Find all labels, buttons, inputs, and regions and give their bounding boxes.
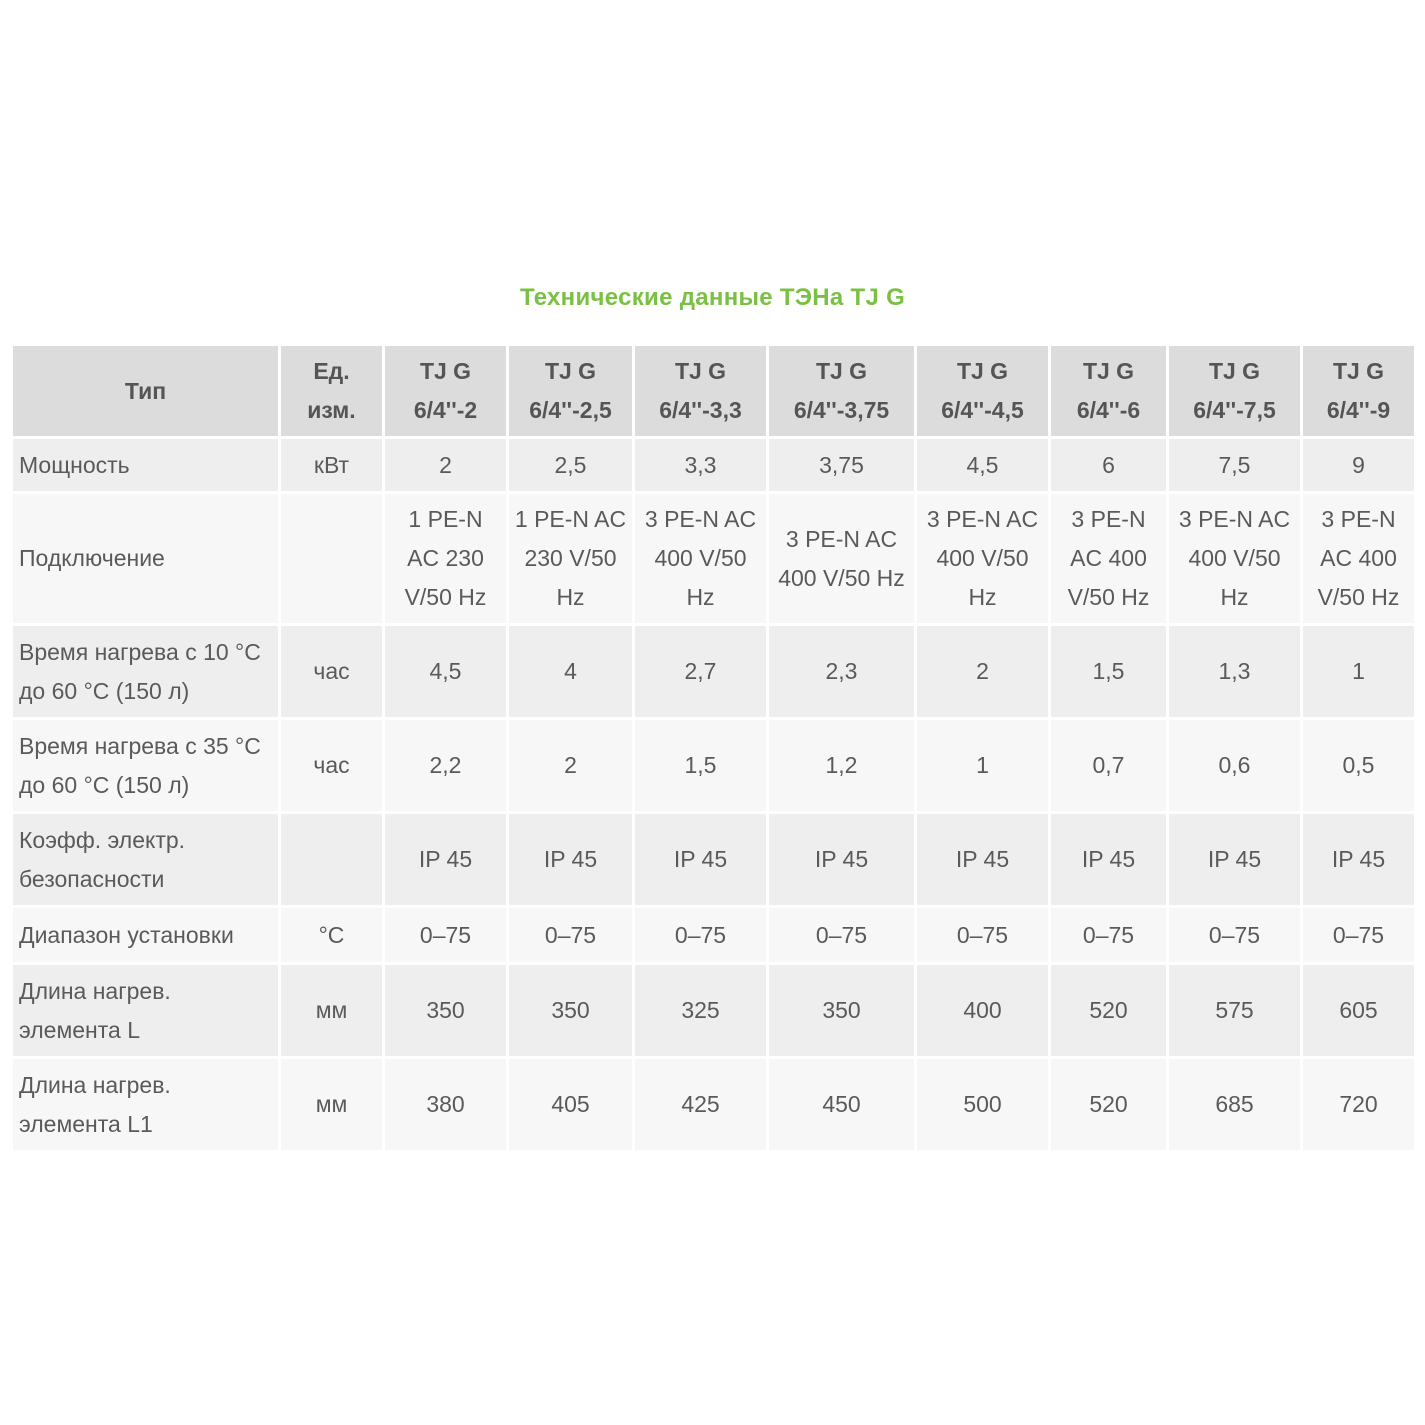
value-cell: 0–75 [508, 907, 634, 964]
table-row [12, 1058, 1416, 1152]
unit-cell: °С [280, 907, 384, 964]
value-cell: 4,5 [916, 438, 1050, 493]
value-cell: IP 45 [508, 813, 634, 907]
table-row [12, 438, 1416, 493]
value-cell: 0–75 [634, 907, 768, 964]
value-cell: IP 45 [384, 813, 508, 907]
value-cell: 380 [384, 1058, 508, 1152]
unit-cell [280, 493, 384, 625]
value-cell: 3 PE-N AC 400 V/50 Hz [1302, 493, 1416, 625]
value-cell: 1 PE-N AC 230 V/50 Hz [508, 493, 634, 625]
unit-cell: мм [280, 964, 384, 1058]
header-unit [280, 345, 384, 438]
param-label: Диапазон установки [12, 907, 280, 964]
header-type: Тип [12, 345, 280, 438]
table-row [12, 907, 1416, 964]
model-line2: 6/4''-2 [413, 397, 478, 423]
table-row [12, 625, 1416, 719]
value-cell: 3,3 [634, 438, 768, 493]
value-cell: 3,75 [768, 438, 916, 493]
model-line2: 6/4''-3,3 [659, 397, 742, 423]
unit-cell: час [280, 625, 384, 719]
header-model-4 [768, 345, 916, 438]
value-cell: 3 PE-N AC 400 V/50 Hz [1050, 493, 1168, 625]
value-cell: 0–75 [1050, 907, 1168, 964]
unit-cell: мм [280, 1058, 384, 1152]
value-cell: 450 [768, 1058, 916, 1152]
header-model-8 [1302, 345, 1416, 438]
table-row [12, 964, 1416, 1058]
value-cell: IP 45 [768, 813, 916, 907]
model-line1: TJ G [1208, 358, 1261, 384]
model-line1: TJ G [544, 358, 597, 384]
model-line2: 6/4''-3,75 [793, 397, 890, 423]
header-model-7 [1168, 345, 1302, 438]
value-cell: 575 [1168, 964, 1302, 1058]
header-unit-line1: Ед. [313, 358, 350, 384]
value-cell: 2,3 [768, 625, 916, 719]
value-cell: 1,2 [768, 719, 916, 813]
value-cell: 1,5 [634, 719, 768, 813]
value-cell: IP 45 [1302, 813, 1416, 907]
model-line2: 6/4''-6 [1076, 397, 1141, 423]
header-model-1 [384, 345, 508, 438]
model-line2: 6/4''-4,5 [941, 397, 1024, 423]
header-row [12, 345, 1416, 438]
unit-cell [280, 813, 384, 907]
value-cell: 720 [1302, 1058, 1416, 1152]
param-label: Время нагрева с 35 °С до 60 °С (150 л) [12, 719, 280, 813]
param-label: Время нагрева с 10 °С до 60 °С (150 л) [12, 625, 280, 719]
value-cell: IP 45 [916, 813, 1050, 907]
param-label: Коэфф. электр. безопасности [12, 813, 280, 907]
value-cell: 405 [508, 1058, 634, 1152]
value-cell: 425 [634, 1058, 768, 1152]
value-cell: 0,5 [1302, 719, 1416, 813]
value-cell: 685 [1168, 1058, 1302, 1152]
value-cell: 0–75 [384, 907, 508, 964]
value-cell: IP 45 [1050, 813, 1168, 907]
value-cell: 1,5 [1050, 625, 1168, 719]
header-model-6 [1050, 345, 1168, 438]
model-line2: 6/4''-7,5 [1193, 397, 1276, 423]
value-cell: 3 PE-N AC 400 V/50 Hz [634, 493, 768, 625]
value-cell: 2 [916, 625, 1050, 719]
value-cell: 3 PE-N AC 400 V/50 Hz [916, 493, 1050, 625]
table-row [12, 813, 1416, 907]
value-cell: 1 PE-N AC 230 V/50 Hz [384, 493, 508, 625]
value-cell: 6 [1050, 438, 1168, 493]
header-unit-line2: изм. [307, 397, 356, 423]
model-line2: 6/4''-2,5 [529, 397, 612, 423]
header-model-3 [634, 345, 768, 438]
value-cell: 325 [634, 964, 768, 1058]
value-cell: 520 [1050, 964, 1168, 1058]
param-label: Мощность [12, 438, 280, 493]
value-cell: 3 PE-N AC 400 V/50 Hz [1168, 493, 1302, 625]
value-cell: 605 [1302, 964, 1416, 1058]
header-model-2 [508, 345, 634, 438]
value-cell: 4,5 [384, 625, 508, 719]
value-cell: 1 [1302, 625, 1416, 719]
value-cell: 2,5 [508, 438, 634, 493]
value-cell: 2 [508, 719, 634, 813]
value-cell: 350 [508, 964, 634, 1058]
value-cell: 2,7 [634, 625, 768, 719]
page-title: Технические данные ТЭНа TJ G [519, 284, 906, 311]
model-line2: 6/4''-9 [1326, 397, 1391, 423]
value-cell: 0,6 [1168, 719, 1302, 813]
value-cell: 2 [384, 438, 508, 493]
value-cell: 7,5 [1168, 438, 1302, 493]
value-cell: IP 45 [634, 813, 768, 907]
value-cell: 0–75 [1302, 907, 1416, 964]
value-cell: 4 [508, 625, 634, 719]
model-line1: TJ G [674, 358, 727, 384]
model-line1: TJ G [1082, 358, 1135, 384]
spec-table-body [12, 438, 1416, 1152]
spec-table [10, 343, 1417, 1153]
value-cell: 0–75 [1168, 907, 1302, 964]
param-label: Длина нагрев. элемента L1 [12, 1058, 280, 1152]
value-cell: 0–75 [916, 907, 1050, 964]
value-cell: 400 [916, 964, 1050, 1058]
param-label: Длина нагрев. элемента L [12, 964, 280, 1058]
table-row [12, 719, 1416, 813]
model-line1: TJ G [956, 358, 1009, 384]
value-cell: 520 [1050, 1058, 1168, 1152]
value-cell: 0–75 [768, 907, 916, 964]
value-cell: 0,7 [1050, 719, 1168, 813]
value-cell: 350 [384, 964, 508, 1058]
model-line1: TJ G [1332, 358, 1385, 384]
value-cell: 2,2 [384, 719, 508, 813]
value-cell: 1 [916, 719, 1050, 813]
value-cell: 350 [768, 964, 916, 1058]
value-cell: IP 45 [1168, 813, 1302, 907]
model-line1: TJ G [815, 358, 868, 384]
unit-cell: час [280, 719, 384, 813]
model-line1: TJ G [419, 358, 472, 384]
value-cell: 9 [1302, 438, 1416, 493]
value-cell: 1,3 [1168, 625, 1302, 719]
table-row [12, 493, 1416, 625]
value-cell: 3 PE-N AC 400 V/50 Hz [768, 493, 916, 625]
value-cell: 500 [916, 1058, 1050, 1152]
header-model-5 [916, 345, 1050, 438]
param-label: Подключение [12, 493, 280, 625]
unit-cell: кВт [280, 438, 384, 493]
